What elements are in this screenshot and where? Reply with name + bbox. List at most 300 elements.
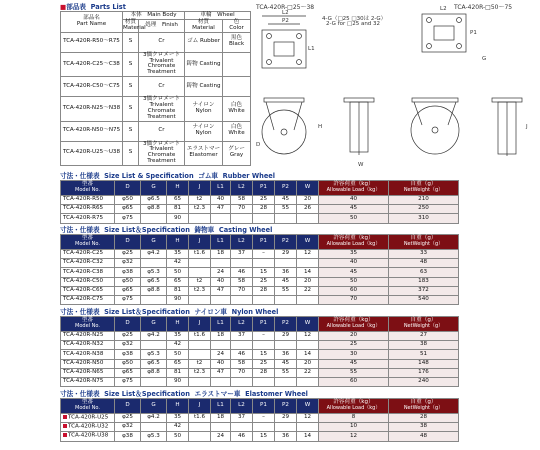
spec-cell: φ4.2 bbox=[141, 332, 167, 341]
spec-cell: φ5.3 bbox=[141, 268, 167, 277]
spec-cell bbox=[297, 377, 319, 386]
spec-cell: 15 bbox=[253, 432, 275, 441]
spec-cell: 47 bbox=[211, 286, 231, 295]
parts-cell-body-mat: S bbox=[123, 121, 139, 141]
spec-cell bbox=[231, 259, 253, 268]
spec-title-title-en: Size List＆Specification bbox=[104, 308, 190, 316]
spec-title bbox=[60, 388, 459, 398]
spec-cell: 45 bbox=[319, 359, 389, 368]
spec-cell: 58 bbox=[231, 277, 253, 286]
spec-header-model-en: Model No. bbox=[75, 405, 100, 412]
spec-model-text: TCA-420R-C65 bbox=[63, 286, 104, 293]
spec-cell: φ6.5 bbox=[141, 277, 167, 286]
spec-header-l2: L2 bbox=[231, 317, 253, 332]
parts-cell-body-mat: S bbox=[123, 52, 139, 76]
spec-row bbox=[61, 205, 459, 214]
spec-cell bbox=[211, 259, 231, 268]
spec-header-j: J bbox=[189, 399, 211, 414]
spec-cell: φ75 bbox=[115, 295, 141, 304]
spec-header-g: G bbox=[141, 317, 167, 332]
spec-cell bbox=[275, 214, 297, 223]
spec-cell-model bbox=[61, 277, 115, 286]
parts-row bbox=[61, 141, 251, 165]
spec-cell: 35 bbox=[167, 332, 189, 341]
spec-header-w: W bbox=[297, 235, 319, 250]
spec-header-p1: P1 bbox=[253, 181, 275, 196]
spec-cell-model bbox=[61, 423, 115, 432]
spec-cell: φ50 bbox=[115, 196, 141, 205]
spec-cell bbox=[211, 341, 231, 350]
spec-header-p2: P2 bbox=[275, 399, 297, 414]
parts-cell-wheel-mat: エラストマー Elastomer bbox=[185, 141, 223, 165]
spec-model-text: TCA-420R-U32 bbox=[68, 423, 109, 430]
spec-cell: φ6.5 bbox=[141, 196, 167, 205]
spec-cell bbox=[253, 295, 275, 304]
spec-cell: 29 bbox=[275, 332, 297, 341]
spec-cell bbox=[189, 268, 211, 277]
spec-cell: t2 bbox=[189, 359, 211, 368]
spec-header-h: H bbox=[167, 235, 189, 250]
spec-title-title-en: Size List＆Specification bbox=[104, 226, 190, 234]
spec-header-p2: P2 bbox=[275, 317, 297, 332]
spec-cell bbox=[253, 377, 275, 386]
spec-header-load bbox=[319, 399, 389, 414]
spec-cell bbox=[189, 214, 211, 223]
label-j: J bbox=[526, 124, 528, 130]
spec-cell: φ38 bbox=[115, 432, 141, 441]
spec-cell: 42 bbox=[167, 341, 189, 350]
spec-cell: t1.6 bbox=[189, 414, 211, 423]
spec-model-text: TCA-420R-N65 bbox=[63, 368, 104, 375]
spec-header-weight-jp: 自重（g） bbox=[410, 399, 437, 406]
spec-cell: 70 bbox=[231, 368, 253, 377]
spec-cell: φ6.5 bbox=[141, 359, 167, 368]
spec-header-p2: P2 bbox=[275, 235, 297, 250]
spec-model-text: TCA-420R-N50 bbox=[63, 359, 104, 366]
spec-section-casting bbox=[60, 224, 459, 305]
spec-section-elastomer bbox=[60, 388, 459, 442]
spec-cell: – bbox=[253, 414, 275, 423]
spec-cell: 25 bbox=[319, 341, 389, 350]
spec-model-text: TCA-420R-R50 bbox=[63, 196, 104, 203]
drawing-note-holes-en: 2-G for □25 and 32 bbox=[326, 21, 381, 27]
parts-cell-body-fin: Cr bbox=[139, 77, 185, 97]
spec-model-text: TCA-420R-U25 bbox=[68, 414, 109, 421]
parts-list-rows bbox=[61, 32, 251, 165]
spec-cell-model bbox=[61, 196, 115, 205]
spec-row bbox=[61, 341, 459, 350]
spec-cell: 35 bbox=[319, 250, 389, 259]
spec-header-l1: L1 bbox=[211, 399, 231, 414]
spec-row bbox=[61, 359, 459, 368]
spec-cell bbox=[297, 259, 319, 268]
parts-cell-body-fin: 3価クロメート Trivalent Chromate Treatment bbox=[139, 141, 185, 165]
spec-cell: 22 bbox=[297, 368, 319, 377]
spec-model-text: TCA-420R-C25 bbox=[63, 250, 104, 257]
spec-header-load-jp: 許容荷重（kg） bbox=[333, 317, 374, 324]
spec-cell bbox=[275, 341, 297, 350]
spec-cell: 51 bbox=[389, 350, 459, 359]
spec-cell: t2.3 bbox=[189, 205, 211, 214]
spec-cell-model bbox=[61, 341, 115, 350]
spec-cell: 14 bbox=[297, 268, 319, 277]
spec-cell: 46 bbox=[231, 268, 253, 277]
spec-cell-model bbox=[61, 259, 115, 268]
parts-cell-color: グレー Gray bbox=[223, 141, 251, 165]
spec-cell: φ50 bbox=[115, 359, 141, 368]
parts-cell-name: TCA-420R-C50〜C75 bbox=[61, 77, 123, 97]
spec-cell: 12 bbox=[297, 332, 319, 341]
spec-row bbox=[61, 377, 459, 386]
spec-cell: 40 bbox=[211, 277, 231, 286]
spec-header-weight bbox=[389, 181, 459, 196]
spec-cell: 20 bbox=[319, 332, 389, 341]
spec-table bbox=[60, 180, 459, 224]
parts-row bbox=[61, 97, 251, 121]
spec-row bbox=[61, 196, 459, 205]
spec-title-title-en: Size List＆Specification bbox=[104, 390, 190, 398]
spec-cell bbox=[231, 214, 253, 223]
spec-section-rubber bbox=[60, 170, 459, 224]
spec-cell bbox=[189, 423, 211, 432]
spec-cell: 20 bbox=[297, 196, 319, 205]
spec-cell-model bbox=[61, 286, 115, 295]
spec-cell: 22 bbox=[297, 286, 319, 295]
label-l1: L1 bbox=[308, 46, 315, 52]
spec-model-text: TCA-420R-N25 bbox=[63, 332, 104, 339]
spec-cell: 55 bbox=[275, 286, 297, 295]
parts-list-title: ■部品表 Parts List bbox=[60, 3, 126, 11]
parts-list-table bbox=[60, 11, 251, 166]
spec-cell: 70 bbox=[319, 295, 389, 304]
spec-cell: φ25 bbox=[115, 250, 141, 259]
spec-cell: 60 bbox=[319, 377, 389, 386]
spec-title-title-jp: 寸法・仕様表 bbox=[60, 308, 100, 316]
parts-header-color: 色 Color bbox=[223, 20, 251, 33]
spec-cell: 310 bbox=[389, 214, 459, 223]
spec-cell bbox=[297, 214, 319, 223]
spec-header-weight-en: NetWeight（g） bbox=[403, 241, 444, 248]
spec-cell: 50 bbox=[167, 432, 189, 441]
spec-row bbox=[61, 432, 459, 441]
spec-cell-model bbox=[61, 414, 115, 423]
spec-row bbox=[61, 423, 459, 432]
spec-cell: 26 bbox=[297, 205, 319, 214]
spec-cell bbox=[253, 423, 275, 432]
spec-header-d: D bbox=[115, 399, 141, 414]
spec-table bbox=[60, 398, 459, 442]
spec-title-title-jp: 寸法・仕様表 bbox=[60, 226, 100, 234]
spec-header-l2: L2 bbox=[231, 235, 253, 250]
spec-cell: t1.6 bbox=[189, 250, 211, 259]
spec-cell: 12 bbox=[319, 432, 389, 441]
spec-cell: 20 bbox=[297, 359, 319, 368]
spec-cell: φ5.3 bbox=[141, 350, 167, 359]
spec-cell: 24 bbox=[211, 350, 231, 359]
spec-cell: 55 bbox=[275, 205, 297, 214]
spec-cell-model bbox=[61, 268, 115, 277]
parts-cell-wheel-mat: ナイロン Nylon bbox=[185, 97, 223, 121]
spec-table bbox=[60, 316, 459, 387]
spec-cell: 35 bbox=[167, 414, 189, 423]
spec-cell: 10 bbox=[319, 423, 389, 432]
spec-cell: 70 bbox=[231, 286, 253, 295]
spec-title-title-en: Size List & Specification bbox=[104, 172, 194, 180]
spec-header-model bbox=[61, 317, 115, 332]
spec-header-d: D bbox=[115, 235, 141, 250]
spec-row bbox=[61, 214, 459, 223]
spec-header-model-jp: 型番 bbox=[81, 181, 94, 188]
spec-header-model-jp: 型番 bbox=[81, 317, 94, 324]
spec-header-weight-jp: 自重（g） bbox=[410, 181, 437, 188]
spec-cell: φ38 bbox=[115, 268, 141, 277]
caster-drawing-svg bbox=[254, 0, 540, 175]
spec-cell: 37 bbox=[231, 250, 253, 259]
label-h: H bbox=[318, 124, 323, 130]
spec-cell: t2 bbox=[189, 277, 211, 286]
spec-cell: φ50 bbox=[115, 277, 141, 286]
parts-row bbox=[61, 52, 251, 76]
spec-cell: φ4.2 bbox=[141, 250, 167, 259]
parts-cell-name: TCA-420R-N50〜N75 bbox=[61, 121, 123, 141]
spec-row bbox=[61, 277, 459, 286]
spec-cell: 28 bbox=[253, 368, 275, 377]
spec-cell: 25 bbox=[253, 196, 275, 205]
parts-cell-color bbox=[223, 77, 251, 97]
spec-cell bbox=[141, 341, 167, 350]
spec-cell: 250 bbox=[389, 205, 459, 214]
spec-model-text: TCA-420R-C50 bbox=[63, 277, 104, 284]
spec-cell bbox=[189, 341, 211, 350]
spec-header-w: W bbox=[297, 181, 319, 196]
spec-header-h: H bbox=[167, 317, 189, 332]
spec-cell: 65 bbox=[167, 359, 189, 368]
spec-header-j: J bbox=[189, 317, 211, 332]
spec-cell: φ65 bbox=[115, 368, 141, 377]
spec-cell: 50 bbox=[319, 214, 389, 223]
spec-cell bbox=[231, 423, 253, 432]
spec-cell: φ38 bbox=[115, 350, 141, 359]
spec-cell: 240 bbox=[389, 377, 459, 386]
spec-cell bbox=[211, 214, 231, 223]
label-g: G bbox=[482, 56, 487, 62]
spec-cell: 25 bbox=[253, 277, 275, 286]
parts-cell-name: TCA-420R-R50〜R75 bbox=[61, 32, 123, 52]
spec-row bbox=[61, 268, 459, 277]
spec-cell: 40 bbox=[319, 259, 389, 268]
spec-cell: 14 bbox=[297, 350, 319, 359]
spec-header-p2: P2 bbox=[275, 181, 297, 196]
spec-cell: 12 bbox=[297, 250, 319, 259]
spec-header-load-jp: 許容荷重（kg） bbox=[333, 235, 374, 242]
spec-header-model bbox=[61, 399, 115, 414]
spec-header-h: H bbox=[167, 181, 189, 196]
drawing-note-holes: 4-G（□25 □30は 2-G） bbox=[322, 16, 387, 22]
spec-cell: 40 bbox=[211, 196, 231, 205]
spec-header-w: W bbox=[297, 399, 319, 414]
spec-cell bbox=[141, 295, 167, 304]
parts-cell-color: 白色 White bbox=[223, 121, 251, 141]
spec-header-p1: P1 bbox=[253, 317, 275, 332]
spec-cell: 90 bbox=[167, 214, 189, 223]
spec-cell: 40 bbox=[211, 359, 231, 368]
spec-cell: 45 bbox=[275, 196, 297, 205]
spec-cell: 48 bbox=[389, 432, 459, 441]
spec-model-text: TCA-420R-N32 bbox=[63, 341, 104, 348]
spec-header-weight bbox=[389, 399, 459, 414]
spec-cell: 28 bbox=[389, 414, 459, 423]
spec-cell: 60 bbox=[319, 286, 389, 295]
spec-header-g: G bbox=[141, 235, 167, 250]
parts-cell-wheel-mat: 鋳物 Casting bbox=[185, 77, 223, 97]
spec-cell: 45 bbox=[275, 359, 297, 368]
spec-cell bbox=[297, 295, 319, 304]
spec-title-title-jp: 寸法・仕様表 bbox=[60, 172, 100, 180]
spec-cell: φ65 bbox=[115, 286, 141, 295]
spec-cell: 37 bbox=[231, 414, 253, 423]
spec-cell bbox=[141, 214, 167, 223]
spec-cell: 42 bbox=[167, 423, 189, 432]
spec-header-load-en: Allowable Load（kg） bbox=[326, 323, 381, 330]
spec-cell: 47 bbox=[211, 368, 231, 377]
spec-header-load-en: Allowable Load（kg） bbox=[326, 187, 381, 194]
spec-table bbox=[60, 234, 459, 305]
spec-cell: 35 bbox=[167, 250, 189, 259]
spec-cell-model bbox=[61, 359, 115, 368]
spec-header-weight-en: NetWeight（g） bbox=[403, 405, 444, 412]
spec-title-wheel-en: Elastomer Wheel bbox=[245, 390, 308, 398]
spec-cell bbox=[275, 423, 297, 432]
spec-header-model-jp: 型番 bbox=[81, 399, 94, 406]
spec-cell: φ75 bbox=[115, 377, 141, 386]
spec-header-p1: P1 bbox=[253, 235, 275, 250]
spec-cell: 36 bbox=[275, 432, 297, 441]
spec-section-nylon bbox=[60, 306, 459, 387]
spec-cell: 47 bbox=[211, 205, 231, 214]
spec-model-text: TCA-420R-N38 bbox=[63, 350, 104, 357]
spec-cell bbox=[253, 214, 275, 223]
spec-cell bbox=[297, 423, 319, 432]
spec-cell: 90 bbox=[167, 295, 189, 304]
spec-cell: 20 bbox=[297, 277, 319, 286]
spec-cell: φ8.8 bbox=[141, 205, 167, 214]
spec-cell: 210 bbox=[389, 196, 459, 205]
spec-cell bbox=[189, 432, 211, 441]
parts-cell-name: TCA-420R-N25〜N38 bbox=[61, 97, 123, 121]
spec-cell: 50 bbox=[319, 277, 389, 286]
spec-cell: 33 bbox=[389, 250, 459, 259]
spec-cell bbox=[297, 341, 319, 350]
spec-cell: t1.6 bbox=[189, 332, 211, 341]
spec-cell bbox=[231, 295, 253, 304]
parts-cell-body-fin: 3価クロメート Trivalent Chromate Treatment bbox=[139, 97, 185, 121]
spec-cell-model bbox=[61, 295, 115, 304]
spec-cell: 38 bbox=[389, 423, 459, 432]
parts-cell-body-mat: S bbox=[123, 77, 139, 97]
spec-header-d: D bbox=[115, 317, 141, 332]
spec-header-d: D bbox=[115, 181, 141, 196]
spec-cell: 90 bbox=[167, 377, 189, 386]
spec-cell-model bbox=[61, 377, 115, 386]
parts-header-finish: 処理 Finish bbox=[139, 20, 185, 33]
parts-row bbox=[61, 121, 251, 141]
spec-cell: 45 bbox=[275, 277, 297, 286]
spec-cell: 55 bbox=[319, 368, 389, 377]
spec-cell: φ25 bbox=[115, 332, 141, 341]
spec-header-weight-en: NetWeight（g） bbox=[403, 323, 444, 330]
spec-cell-model bbox=[61, 250, 115, 259]
spec-row bbox=[61, 259, 459, 268]
spec-header-load bbox=[319, 317, 389, 332]
spec-cell bbox=[253, 259, 275, 268]
spec-header-weight bbox=[389, 235, 459, 250]
spec-cell bbox=[141, 377, 167, 386]
spec-header-weight bbox=[389, 317, 459, 332]
spec-cell: φ32 bbox=[115, 423, 141, 432]
parts-cell-body-fin: Cr bbox=[139, 32, 185, 52]
spec-cell: 540 bbox=[389, 295, 459, 304]
parts-row bbox=[61, 77, 251, 97]
new-marker-icon bbox=[63, 433, 67, 437]
spec-cell bbox=[275, 259, 297, 268]
spec-cell: φ32 bbox=[115, 259, 141, 268]
spec-header-model-en: Model No. bbox=[75, 241, 100, 248]
label-l2: L2 bbox=[282, 10, 289, 16]
spec-cell: φ5.3 bbox=[141, 432, 167, 441]
spec-cell: 63 bbox=[389, 268, 459, 277]
spec-cell-model bbox=[61, 332, 115, 341]
technical-drawings bbox=[254, 0, 540, 175]
spec-header-l2: L2 bbox=[231, 181, 253, 196]
spec-title bbox=[60, 224, 459, 234]
spec-row bbox=[61, 368, 459, 377]
label-l2-right: L2 bbox=[440, 6, 447, 12]
spec-header-l1: L1 bbox=[211, 317, 231, 332]
spec-cell: 42 bbox=[167, 259, 189, 268]
spec-title-wheel-jp: ゴム車 bbox=[198, 172, 219, 180]
spec-cell: 55 bbox=[275, 368, 297, 377]
spec-cell: t2.3 bbox=[189, 286, 211, 295]
spec-cell: 24 bbox=[211, 432, 231, 441]
spec-row bbox=[61, 295, 459, 304]
spec-cell bbox=[189, 259, 211, 268]
spec-cell: 372 bbox=[389, 286, 459, 295]
spec-cell bbox=[189, 377, 211, 386]
spec-cell: – bbox=[253, 332, 275, 341]
label-p1: P1 bbox=[470, 30, 477, 36]
spec-cell bbox=[141, 423, 167, 432]
spec-header-w: W bbox=[297, 317, 319, 332]
spec-header-load bbox=[319, 181, 389, 196]
spec-cell: 58 bbox=[231, 196, 253, 205]
spec-cell: 18 bbox=[211, 332, 231, 341]
spec-cell bbox=[211, 295, 231, 304]
spec-cell: 25 bbox=[253, 359, 275, 368]
spec-row bbox=[61, 250, 459, 259]
spec-cell: 15 bbox=[253, 350, 275, 359]
spec-cell: 46 bbox=[231, 350, 253, 359]
spec-header-p1: P1 bbox=[253, 399, 275, 414]
spec-cell: 27 bbox=[389, 332, 459, 341]
parts-header-wheel-material: 材質 Material bbox=[185, 20, 223, 33]
spec-cell: 65 bbox=[167, 277, 189, 286]
spec-header-g: G bbox=[141, 399, 167, 414]
new-marker-icon bbox=[63, 424, 67, 428]
spec-model-text: TCA-420R-C32 bbox=[63, 259, 104, 266]
drawing-left-title: TCA-420R-□25〜38 bbox=[256, 4, 315, 11]
parts-header-wheel: 車輪 Wheel bbox=[185, 12, 251, 20]
spec-model-text: TCA-420R-R65 bbox=[63, 205, 104, 212]
